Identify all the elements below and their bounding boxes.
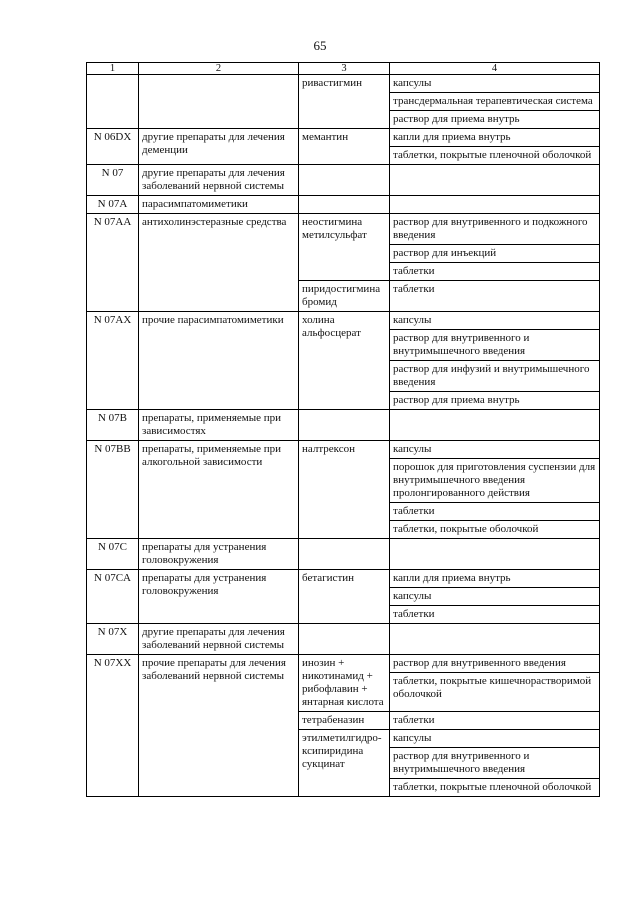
atc-code-cell: N 07AA	[87, 214, 139, 312]
table-row	[87, 624, 600, 655]
substance-cell	[299, 624, 390, 655]
dosage-form: капсулы	[393, 443, 432, 455]
dosage-form: раствор для внутривенного введения	[393, 657, 566, 669]
group-name-cell: препараты, применяемые при зависимостях	[139, 410, 299, 441]
group-name-cell: препараты для устранения головокружения	[139, 570, 299, 624]
dosage-form: таблетки, покрытые кишечнорастворимой оболочкой	[390, 672, 599, 703]
dosage-form: капсулы	[393, 732, 432, 744]
dosage-forms-cell	[390, 165, 600, 196]
group-name-cell: препараты, применяемые при алкогольной зависимости	[139, 441, 299, 539]
dosage-forms-cell	[390, 75, 600, 129]
dosage-forms-cell	[390, 196, 600, 214]
dosage-form: таблетки, покрытые пленочной оболочкой	[390, 146, 599, 164]
dosage-form: порошок для приготовления суспензии для внутримышечного введения пролонгированного действия	[390, 458, 599, 502]
dosage-form	[390, 196, 599, 213]
table-header-row	[87, 63, 600, 75]
dosage-forms-cell	[390, 312, 600, 410]
dosage-form: капсулы	[393, 77, 432, 89]
atc-code-cell: N 07BB	[87, 441, 139, 539]
table-row	[87, 312, 600, 410]
dosage-form: раствор для внутривенного и внутримышечного введения	[390, 747, 599, 778]
column-header: 4	[390, 63, 600, 75]
group-name-cell: другие препараты для лечения деменции	[139, 129, 299, 165]
table-row	[87, 539, 600, 570]
dosage-form: раствор для приема внутрь	[390, 391, 599, 409]
dosage-forms-cell	[390, 730, 600, 797]
substance-cell	[299, 410, 390, 441]
dosage-form: капсулы	[390, 587, 599, 605]
group-name-cell: прочие препараты для лечения заболеваний нервной системы	[139, 655, 299, 797]
table-row	[87, 214, 600, 281]
group-name-cell: прочие парасимпатомиметики	[139, 312, 299, 410]
table-row	[87, 129, 600, 165]
table-row	[87, 441, 600, 539]
atc-code-cell: N 07X	[87, 624, 139, 655]
atc-code-cell: N 07CA	[87, 570, 139, 624]
substance-cell: ривастигмин	[299, 75, 390, 129]
table-row	[87, 410, 600, 441]
dosage-form: раствор для приема внутрь	[390, 110, 599, 128]
substance-cell	[299, 165, 390, 196]
substance-cell: холина альфосцерат	[299, 312, 390, 410]
table-body	[87, 75, 600, 797]
dosage-form: трансдермальная терапевтическая система	[390, 92, 599, 110]
dosage-form	[390, 624, 599, 641]
table-row	[87, 196, 600, 214]
drug-table	[86, 62, 600, 797]
substance-cell: неостигмина метилсульфат	[299, 214, 390, 281]
dosage-form	[390, 410, 599, 427]
dosage-form: раствор для инфузий и внутримышечного введения	[390, 360, 599, 391]
dosage-forms-cell	[390, 624, 600, 655]
atc-code-cell: N 07B	[87, 410, 139, 441]
atc-code-cell: N 07C	[87, 539, 139, 570]
dosage-forms-cell	[390, 410, 600, 441]
table-row	[87, 570, 600, 624]
group-name-cell: другие препараты для лечения заболеваний нервной системы	[139, 165, 299, 196]
dosage-form: таблетки, покрытые оболочкой	[390, 520, 599, 538]
dosage-forms-cell	[390, 570, 600, 624]
dosage-form	[390, 165, 599, 182]
dosage-form: раствор для инъекций	[390, 244, 599, 262]
substance-cell	[299, 196, 390, 214]
column-header: 1	[87, 63, 139, 75]
dosage-form: таблетки, покрытые пленочной оболочкой	[390, 778, 599, 796]
dosage-form: таблетки	[393, 714, 435, 726]
atc-code-cell: N 06DX	[87, 129, 139, 165]
group-name-cell	[139, 75, 299, 129]
substance-cell: бетагистин	[299, 570, 390, 624]
dosage-form: капли для приема внутрь	[393, 572, 511, 584]
dosage-form: таблетки	[390, 502, 599, 520]
group-name-cell: другие препараты для лечения заболеваний нервной системы	[139, 624, 299, 655]
group-name-cell: парасимпатомиметики	[139, 196, 299, 214]
dosage-forms-cell	[390, 129, 600, 165]
substance-cell: этилметилгидро-ксипиридина сукцинат	[299, 730, 390, 797]
group-name-cell: препараты для устранения головокружения	[139, 539, 299, 570]
dosage-forms-cell	[390, 539, 600, 570]
page-number: 65	[313, 38, 327, 53]
atc-code-cell: N 07XX	[87, 655, 139, 797]
atc-code-cell: N 07A	[87, 196, 139, 214]
dosage-form: раствор для внутривенного и подкожного введения	[393, 216, 588, 241]
dosage-forms-cell	[390, 712, 600, 730]
table-row	[87, 75, 600, 129]
atc-code-cell	[87, 75, 139, 129]
dosage-form: таблетки	[390, 605, 599, 623]
atc-code-cell: N 07AX	[87, 312, 139, 410]
substance-cell: инозин + никотинамид + рибофлавин + янтарная кислота	[299, 655, 390, 712]
dosage-forms-cell	[390, 441, 600, 539]
dosage-forms-cell	[390, 281, 600, 312]
substance-cell	[299, 539, 390, 570]
substance-cell: мемантин	[299, 129, 390, 165]
dosage-forms-cell	[390, 655, 600, 712]
atc-code-cell: N 07	[87, 165, 139, 196]
dosage-form	[390, 539, 599, 556]
dosage-form: раствор для внутривенного и внутримышечного введения	[390, 329, 599, 360]
column-header: 3	[299, 63, 390, 75]
table-row	[87, 165, 600, 196]
substance-cell: пиридостигмина бромид	[299, 281, 390, 312]
group-name-cell: антихолинэстеразные средства	[139, 214, 299, 312]
substance-cell: тетрабеназин	[299, 712, 390, 730]
dosage-form: капсулы	[393, 314, 432, 326]
dosage-form: таблетки	[393, 283, 435, 295]
dosage-forms-cell	[390, 214, 600, 281]
dosage-form: капли для приема внутрь	[393, 131, 511, 143]
dosage-form: таблетки	[390, 262, 599, 280]
table-row	[87, 655, 600, 712]
substance-cell: налтрексон	[299, 441, 390, 539]
column-header: 2	[139, 63, 299, 75]
